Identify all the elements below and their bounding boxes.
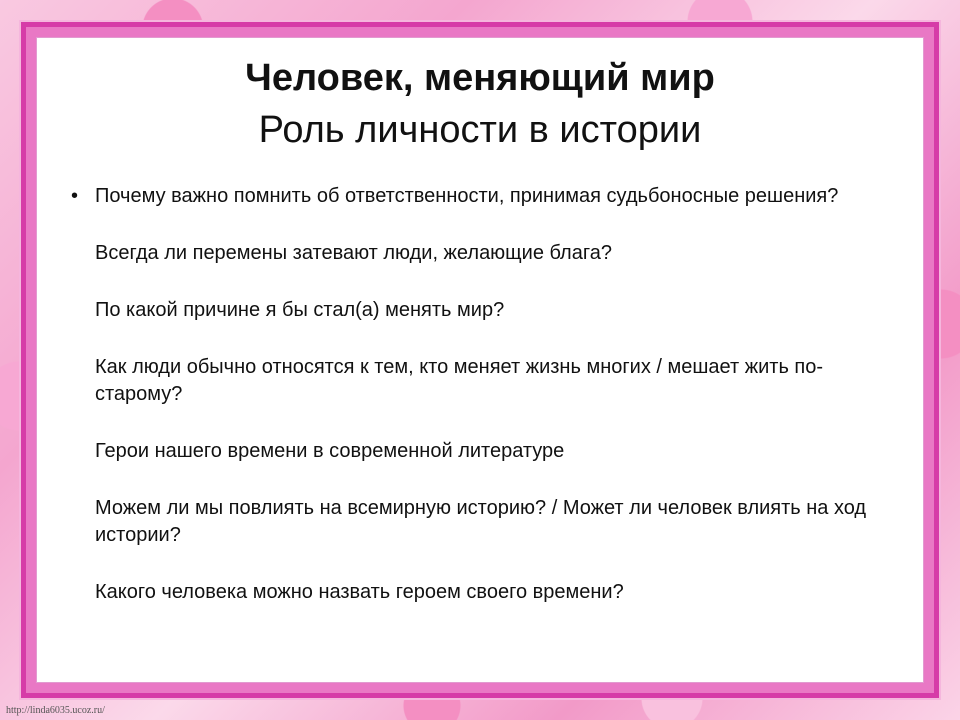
question-text: Можем ли мы повлиять на всемирную историю? / Может ли человек влиять на ход истории? [95,497,867,546]
question-item [95,354,901,408]
question-item [95,438,901,465]
question-text: Почему важно помнить об ответственности, принимая судьбоносные решения? [95,185,839,207]
bullet-icon: • [71,185,79,207]
question-item [95,495,901,549]
question-list [71,183,901,606]
question-text: По какой причине я бы стал(а) менять мир? [95,299,505,321]
question-text: Всегда ли перемены затевают люди, желающие блага? [95,242,612,264]
slide-subtitle: Роль личности в истории [258,109,702,151]
slide-title: Человек, меняющий мир [245,57,715,99]
question-item [95,579,901,606]
question-text: Как люди обычно относятся к тем, кто меняет жизнь многих / мешает жить по-старому? [95,356,824,405]
question-item [71,183,901,210]
source-url: http://linda6035.ucoz.ru/ [6,705,105,716]
question-text: Герои нашего времени в современной литературе [95,440,565,462]
slide-frame [21,22,939,698]
slide-content-panel [36,37,924,683]
question-text: Какого человека можно назвать героем своего времени? [95,581,624,603]
question-item [95,297,901,324]
question-item [95,240,901,267]
